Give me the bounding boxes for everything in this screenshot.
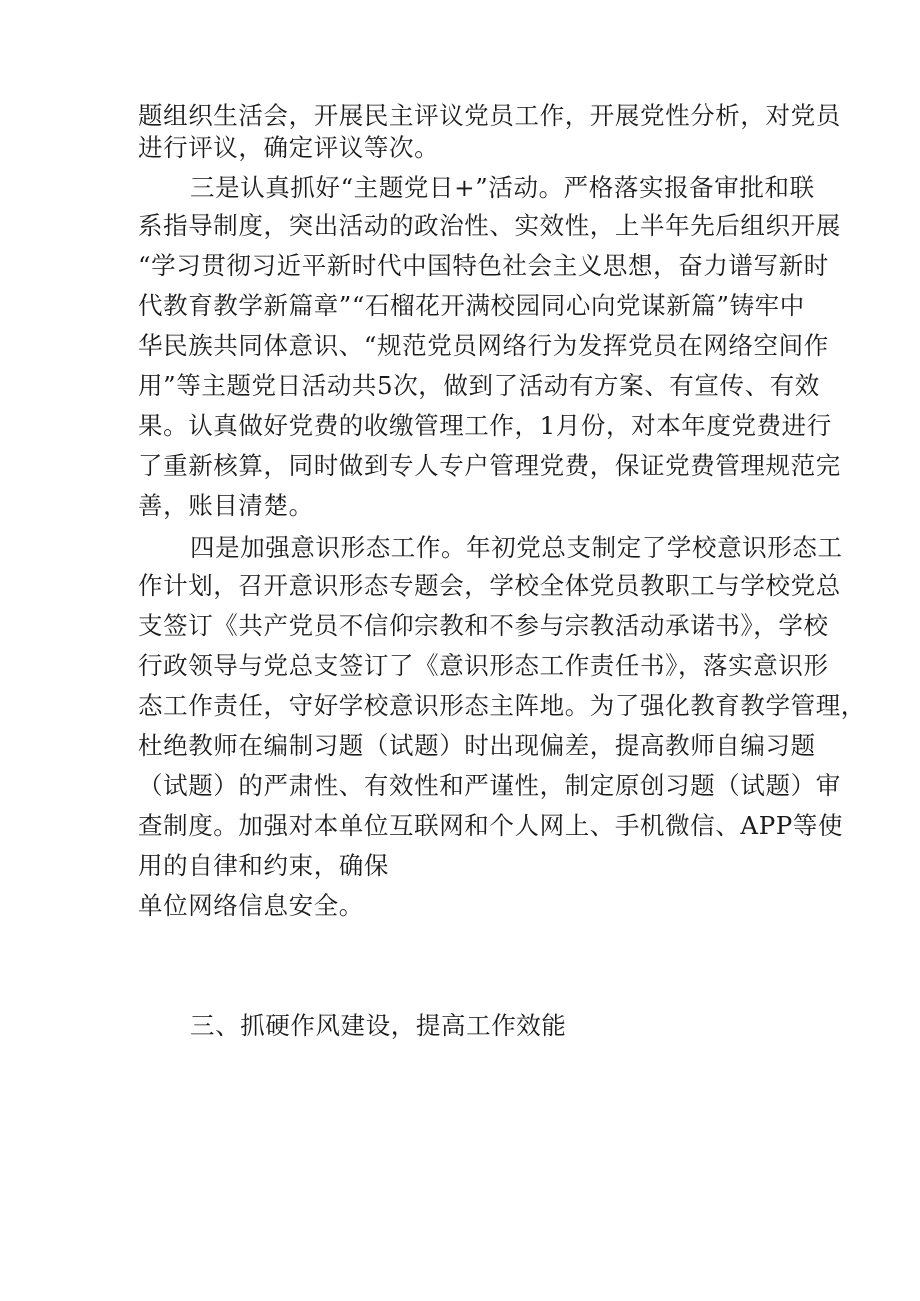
paragraph-3-line-10: 单位网络信息安全。	[138, 891, 364, 920]
paragraph-3-line-8: 查制度。加强对本单位互联网和个人网上、手机微信、APP等使	[138, 811, 844, 840]
paragraph-2-line-7: 果。认真做好党费的收缴管理工作，1月份，对本年度党费进行	[138, 411, 832, 440]
paragraph-2-line-1: 三是认真抓好“主题党日+”活动。严格落实报备审批和联	[190, 173, 815, 202]
paragraph-2-line-8: 了重新核算，同时做到专人专户管理党费，保证党费管理规范完	[138, 451, 841, 480]
paragraph-3-line-4: 行政领导与党总支签订了《意识形态工作责任书》，落实意识形	[138, 651, 829, 680]
paragraph-3-line-2: 作计划，召开意识形态专题会，学校全体党员教职工与学校党总	[138, 571, 841, 600]
paragraph-2-line-4: 代教育教学新篇章”“石榴花开满校园同心向党谋新篇”铸牢中	[138, 291, 805, 320]
paragraph-2-line-9: 善，账目清楚。	[138, 491, 314, 520]
paragraph-3-line-7: （试题）的严肃性、有效性和严谨性，制定原创习题（试题）审	[138, 771, 841, 800]
section-heading-3: 三、抓硬作风建设，提高工作效能	[190, 1011, 567, 1040]
paragraph-2-line-2: 系指导制度，突出活动的政治性、实效性，上半年先后组织开展	[138, 211, 841, 240]
paragraph-3-line-6: 杜绝教师在编制习题（试题）时出现偏差，提高教师自编习题	[138, 731, 816, 760]
paragraph-3-line-1: 四是加强意识形态工作。年初党总支制定了学校意识形态工	[190, 533, 843, 562]
paragraph-3-line-5: 态工作责任，守好学校意识形态主阵地。为了强化教育教学管理，	[138, 691, 866, 720]
paragraph-3-line-3: 支签订《共产党员不信仰宗教和不参与宗教活动承诺书》，学校	[138, 611, 829, 640]
paragraph-2-line-3: “学习贯彻习近平新时代中国特色社会主义思想，奋力谱写新时	[138, 251, 829, 280]
paragraph-2-line-5: 华民族共同体意识、“规范党员网络行为发挥党员在网络空间作	[138, 331, 829, 360]
paragraph-1-line-2: 进行评议，确定评议等次。	[138, 133, 440, 162]
paragraph-3-line-9: 用的自律和约束，确保	[138, 851, 389, 880]
paragraph-1-line-1: 题组织生活会，开展民主评议党员工作，开展党性分析，对党员	[138, 101, 841, 130]
paragraph-2-line-6: 用”等主题党日活动共5次，做到了活动有方案、有宣传、有效	[138, 371, 820, 400]
